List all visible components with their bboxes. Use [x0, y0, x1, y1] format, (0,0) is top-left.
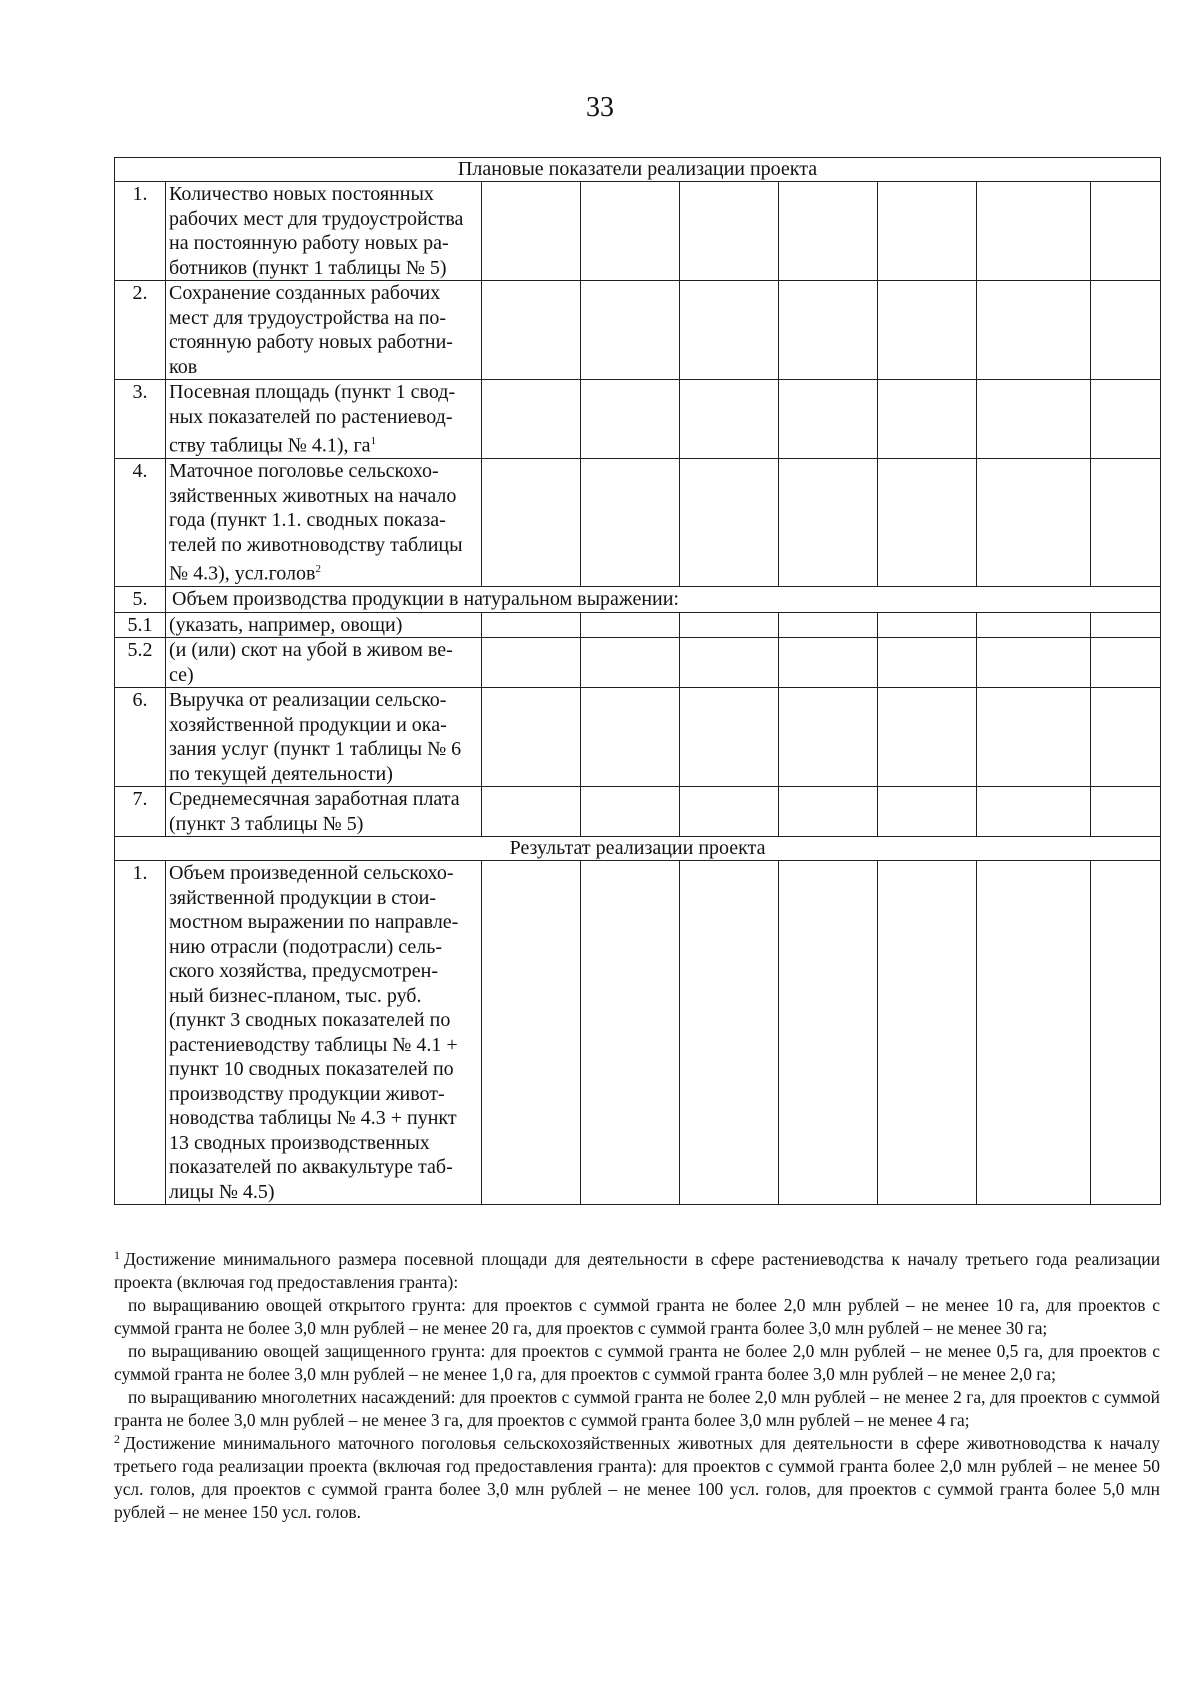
- value-cell: [878, 688, 977, 787]
- value-cell: [581, 787, 680, 837]
- indicator-text: Выручка от реализации сельско- хозяйственной продукции и ока- зания услуг (пункт 1 таблицы № 6 по текущей деятельности): [169, 689, 462, 785]
- row-number: 4.: [115, 459, 166, 587]
- result-section-row: [115, 837, 1161, 861]
- value-cell: [977, 688, 1091, 787]
- value-cell: [1091, 638, 1161, 688]
- value-cell: [977, 638, 1091, 688]
- result-section-heading: Результат реализации проекта: [115, 837, 1161, 861]
- footnote-1: [114, 1248, 1160, 1294]
- value-cell: [977, 612, 1091, 638]
- value-cell: [581, 861, 680, 1205]
- footnote-2-mark: 2: [114, 1432, 120, 1446]
- table-row: [115, 281, 1161, 380]
- footnote-1-item: по выращиванию овощей открытого грунта: для проектов с суммой гранта не более 2,0 млн рублей – не менее 10 га, для проектов с суммой гранта не более 3,0 млн рублей – не менее 20 га, для проектов с суммой гранта более 3,0 млн рублей – не менее 30 га;: [114, 1295, 1160, 1338]
- footnote-ref: 2: [315, 563, 321, 576]
- value-cell: [680, 688, 779, 787]
- footnotes: [114, 1248, 1160, 1524]
- footnote-2-text: Достижение минимального маточного поголовья сельскохозяйственных животных для деятельности в сфере животноводства к началу третьего года реализации проекта (включая год предоставления гранта): для проектов с суммой гранта более 2,0 млн рублей – не менее 50 усл. голов, для проектов с суммой гранта более 3,0 млн рублей – не менее 100 усл. голов, для проектов с суммой гранта более 5,0 млн рублей – не менее 150 усл. голов.: [114, 1433, 1160, 1522]
- row-indicator: [166, 638, 482, 688]
- indicator-text: Сохранение созданных рабочих мест для трудоустройства на по- стоянную работу новых работни- ков: [169, 282, 453, 378]
- value-cell: [680, 612, 779, 638]
- row-number: 7.: [115, 787, 166, 837]
- value-cell: [779, 281, 878, 380]
- row-indicator: [166, 281, 482, 380]
- indicator-text: Среднемесячная заработная плата (пункт 3 таблицы № 5): [169, 788, 460, 835]
- value-cell: [977, 459, 1091, 587]
- value-cell: [1091, 861, 1161, 1205]
- row-indicator: [166, 612, 482, 638]
- value-cell: [581, 281, 680, 380]
- table-row: [115, 587, 1161, 613]
- table-row: [115, 688, 1161, 787]
- page-number: 33: [586, 92, 614, 123]
- value-cell: [680, 281, 779, 380]
- value-cell: [977, 861, 1091, 1205]
- value-cell: [482, 281, 581, 380]
- value-cell: [680, 380, 779, 459]
- row-number: 6.: [115, 688, 166, 787]
- value-cell: [977, 787, 1091, 837]
- value-cell: [482, 861, 581, 1205]
- value-cell: [581, 459, 680, 587]
- value-cell: [482, 612, 581, 638]
- row-number: 5.2: [115, 638, 166, 688]
- row-indicator: [166, 787, 482, 837]
- value-cell: [878, 459, 977, 587]
- table-row: [115, 182, 1161, 281]
- row-number: 5.1: [115, 612, 166, 638]
- value-cell: [878, 638, 977, 688]
- row-indicator: [166, 182, 482, 281]
- indicators-table: [114, 157, 1161, 1205]
- table-row: [115, 380, 1161, 459]
- value-cell: [581, 688, 680, 787]
- value-cell: [878, 281, 977, 380]
- table-row: [115, 787, 1161, 837]
- value-cell: [581, 380, 680, 459]
- row-indicator: [166, 688, 482, 787]
- value-cell: [977, 281, 1091, 380]
- value-cell: [779, 688, 878, 787]
- planned-section-heading: Плановые показатели реализации проекта: [115, 158, 1161, 182]
- row-number: 1.: [115, 861, 166, 1205]
- value-cell: [779, 380, 878, 459]
- value-cell: [482, 380, 581, 459]
- footnote-1-mark: 1: [114, 1248, 120, 1262]
- indicator-text: (указать, например, овощи): [169, 613, 403, 636]
- table-row: [115, 459, 1161, 587]
- value-cell: [1091, 612, 1161, 638]
- value-cell: [1091, 459, 1161, 587]
- indicator-text: Посевная площадь (пункт 1 свод- ных показателей по растениевод- ству таблицы № 4.1), га: [169, 381, 456, 457]
- row-number: 5.: [115, 587, 166, 613]
- value-cell: [680, 861, 779, 1205]
- value-cell: [1091, 281, 1161, 380]
- footnote-ref: 1: [370, 435, 377, 447]
- value-cell: [581, 638, 680, 688]
- value-cell: [779, 787, 878, 837]
- row-indicator: [166, 861, 482, 1205]
- indicator-text: (и (или) скот на убой в живом ве- се): [169, 639, 453, 686]
- row-indicator: Объем производства продукции в натуральном выражении:: [166, 587, 1161, 613]
- value-cell: [482, 638, 581, 688]
- value-cell: [680, 638, 779, 688]
- value-cell: [482, 787, 581, 837]
- footnote-1-item: по выращиванию овощей защищенного грунта: для проектов с суммой гранта не более 2,0 млн рублей – не менее 0,5 га, для проектов с суммой гранта не более 3,0 млн рублей – не менее 1,0 га, для проектов с суммой гранта более 3,0 млн рублей – не менее 2,0 га;: [114, 1341, 1160, 1384]
- table-row: [115, 612, 1161, 638]
- indicator-text: Маточное поголовье сельскохо- зяйственных животных на начало года (пункт 1.1. сводных показа- телей по животноводству таблицы № 4.3), усл.голов: [169, 460, 463, 585]
- row-indicator: [166, 459, 482, 587]
- value-cell: [878, 861, 977, 1205]
- value-cell: [779, 612, 878, 638]
- footnote-1-text: Достижение минимального размера посевной площади для деятельности в сфере растениеводства к началу третьего года реализации проекта (включая год предоставления гранта):: [114, 1249, 1160, 1292]
- row-number: 3.: [115, 380, 166, 459]
- value-cell: [878, 787, 977, 837]
- value-cell: [482, 459, 581, 587]
- value-cell: [779, 459, 878, 587]
- value-cell: [1091, 380, 1161, 459]
- value-cell: [1091, 182, 1161, 281]
- value-cell: [977, 380, 1091, 459]
- table-row: [115, 638, 1161, 688]
- planned-section-row: [115, 158, 1161, 182]
- value-cell: [878, 612, 977, 638]
- value-cell: [779, 861, 878, 1205]
- value-cell: [779, 182, 878, 281]
- table-row: [115, 861, 1161, 1205]
- row-indicator: [166, 380, 482, 459]
- value-cell: [482, 182, 581, 281]
- value-cell: [878, 380, 977, 459]
- value-cell: [581, 182, 680, 281]
- value-cell: [581, 612, 680, 638]
- value-cell: [482, 688, 581, 787]
- value-cell: [680, 787, 779, 837]
- value-cell: [680, 459, 779, 587]
- value-cell: [1091, 688, 1161, 787]
- indicator-text: Объем произведенной сельскохо- зяйственной продукции в стои- мостном выражении по направле- нию отрасли (подотрасли) сель- ского хозяйства, предусмотрен- ный бизнес-планом, тыс. руб. (пункт 3 сводных показателей по растениеводству таблицы № 4.1 + пункт 10 сводных показателей по производству продукции живот- новодства таблицы № 4.3 + пункт 13 сводных производственных показателей по аквакультуре таб- лицы № 4.5): [169, 862, 459, 1203]
- indicator-text: Количество новых постоянных рабочих мест для трудоустройства на постоянную работу новых ра- ботников (пункт 1 таблицы № 5): [169, 183, 464, 279]
- value-cell: [977, 182, 1091, 281]
- value-cell: [878, 182, 977, 281]
- row-number: 2.: [115, 281, 166, 380]
- row-number: 1.: [115, 182, 166, 281]
- value-cell: [1091, 787, 1161, 837]
- value-cell: [779, 638, 878, 688]
- footnote-2: [114, 1432, 1160, 1524]
- value-cell: [680, 182, 779, 281]
- footnote-1-item: по выращиванию многолетних насаждений: для проектов с суммой гранта не более 2,0 млн рублей – не менее 2 га, для проектов с суммой гранта не более 3,0 млн рублей – не менее 3 га, для проектов с суммой гранта более 3,0 млн рублей – не менее 4 га;: [114, 1387, 1160, 1430]
